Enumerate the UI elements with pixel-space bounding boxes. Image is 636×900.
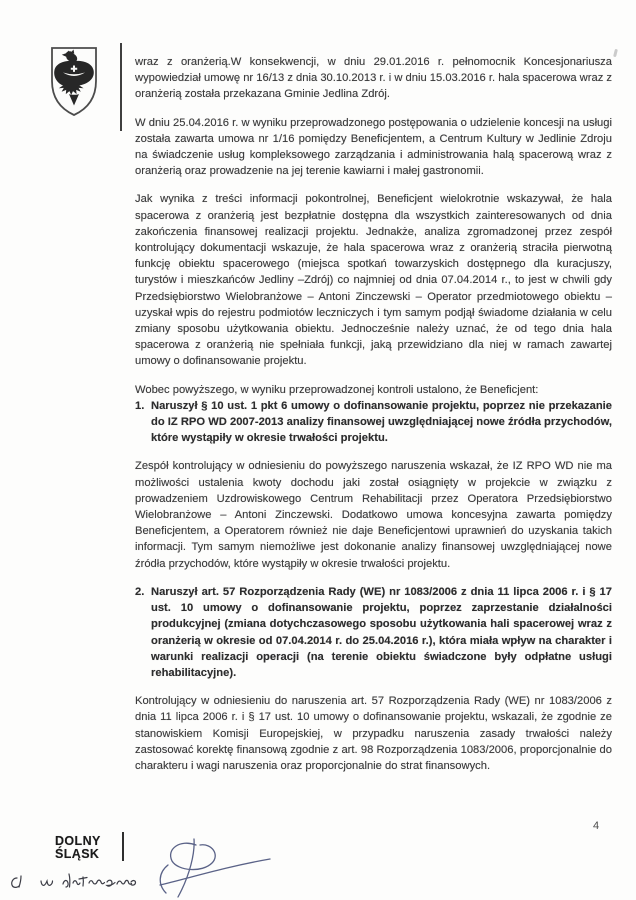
lower-silesia-coat-of-arms-icon bbox=[47, 45, 101, 119]
dolny-slask-logo bbox=[55, 835, 101, 860]
scan-speck bbox=[613, 49, 618, 57]
letterhead-divider bbox=[120, 43, 122, 131]
finding-item-2 bbox=[135, 584, 612, 681]
paragraph-post-control-analysis: Jak wynika z treści informacji pokontrolnej, Beneficjent wielokrotnie wskazywał, że hala spacerowa z oranżerią jest bezpłatnie dostępna dla wszystkich zainteresowanych od dnia zakończenia finansowej realizacji projektu. Jednakże, analiza zgromadzonej przez zespół kontrolujący dokumentacji wskazuje, że hala spacerowa wraz z oranżerią straciła pierwotną funkcję obiektu spacerowego (miejsca spotkań towarzyskich dostępnego dla kuracjuszy, turystów i mieszkańców Jedliny –Zdrój) co najmniej od dnia 07.04.2014 r., to jest w chwili gdy Przedsiębiorstwo Wielobranżowe – Antoni Zinczewski – Operator przedmiotowego obiektu – uzyskał wpis do rejestru podmiotów leczniczych i tym samym podjął świadome działania w celu zmiany sposobu użytkowania obiektu. Jednocześnie należy uznać, że od tego dnia hala spacerowa z oranżerią nie spełniała funkcji, jaką przewidziano dla niej w ramach zawartej umowy o dofinansowanie projektu. bbox=[135, 193, 612, 368]
findings-intro: Wobec powyższego, w wyniku przeprowadzonej kontroli ustalono, że Beneficjent: bbox=[135, 383, 539, 396]
findings-list-part1 bbox=[135, 398, 612, 447]
finding-2-number: 2. bbox=[135, 585, 145, 598]
paragraph-income-analysis: Zespół kontrolujący w odniesieniu do powyższego naruszenia wskazał, że IZ RPO WD nie ma możliwości ustalenia kwoty dochodu jaki został osiągnięty w projekcie w związku z prowadzeniem Uzdrowiskowego Centrum Rehabilitacji przez Operatora Przedsiębiorstwo Wielobranżowe – Antoni Zinczewski. Dodatkowo umowa koncesyjna zawarta pomiędzy Beneficjentem, a Operatorem również nie daje Beneficjentowi uprawnień do uzyskania takich informacji. Tym samym niemożliwe jest dokonanie analizy finansowej uwzględniającej nowe źródła przychodów, które wystąpiły w okresie trwałości projektu. bbox=[135, 460, 612, 570]
logo-line-2: ŚLĄSK bbox=[55, 846, 100, 861]
finding-item-1 bbox=[135, 398, 612, 447]
handwritten-annotation-icon bbox=[5, 868, 160, 900]
paragraph-new-agreement: W dniu 25.04.2016 r. w wyniku przeprowadzonego postępowania o udzielenie koncesji na usługi została zawarta umowa nr 1/16 pomiędzy Beneficjentem, a Centrum Kultury w Jedlinie Zdroju na świadczenie usług kompleksowego zarządzania i administrowania halą spacerową wraz z oranżerią oraz prowadzenie na jej terenie kawiarni i małej gastronomii. bbox=[135, 116, 612, 178]
paragraph-financial-correction: Kontrolujący w odniesieniu do naruszenia art. 57 Rozporządzenia Rady (WE) nr 1083/2006 z dnia 11 lipca 2006 r. i § 17 ust. 10 umowy o dofinansowanie projektu, wskazali, że zgodnie ze stanowiskiem Komisji Europejskiej, w przypadku naruszenia zasady trwałości należy zastosować korektę finansową zgodnie z art. 98 Rozporządzenia 1083/2006, proporcjonalnie do charakteru i wagi naruszenia oraz proporcjonalnie do strat finansowych. bbox=[135, 695, 612, 772]
finding-1-text: Naruszył § 10 ust. 1 pkt 6 umowy o dofinansowanie projektu, poprzez nie przekazanie do IZ RPO WD 2007-2013 analizy finansowej uwzględniającej nowe źródła przychodów, które wystąpiły w okresie trwałości projektu. bbox=[151, 399, 612, 445]
finding-2-text: Naruszył art. 57 Rozporządzenia Rady (WE) nr 1083/2006 z dnia 11 lipca 2006 r. i § 17 ust. 10 umowy o dofinansowanie projektu, poprzez zaprzestanie działalności produkcyjnej (zmiana dotychczasowego sposobu użytkowania hali spacerowej wraz z oranżerią w okresie od 07.04.2014 r. do 25.04.2016 r.), która miała wpływ na charakter i warunki realizacji operacji (na terenie obiektu świadczone były odpłatne usługi rehabilitacyjne). bbox=[151, 585, 612, 679]
finding-1-number: 1. bbox=[135, 399, 145, 412]
handwritten-signature-icon bbox=[150, 837, 275, 900]
document-body bbox=[135, 54, 612, 786]
page-number: 4 bbox=[593, 820, 600, 832]
logo-line-1: DOLNY bbox=[55, 834, 101, 848]
findings-list-part2 bbox=[135, 584, 612, 681]
paragraph-concession-termination: wraz z oranżerią.W konsekwencji, w dniu 29.01.2016 r. pełnomocnik Koncesjonariusza wypowiedział umowę nr 16/13 z dnia 30.10.2013 r. i w dniu 15.03.2016 r. hala spacerowa wraz z oranżerią została przekazana Gminie Jedlina Zdrój. bbox=[135, 56, 612, 101]
logo-divider bbox=[122, 832, 124, 861]
